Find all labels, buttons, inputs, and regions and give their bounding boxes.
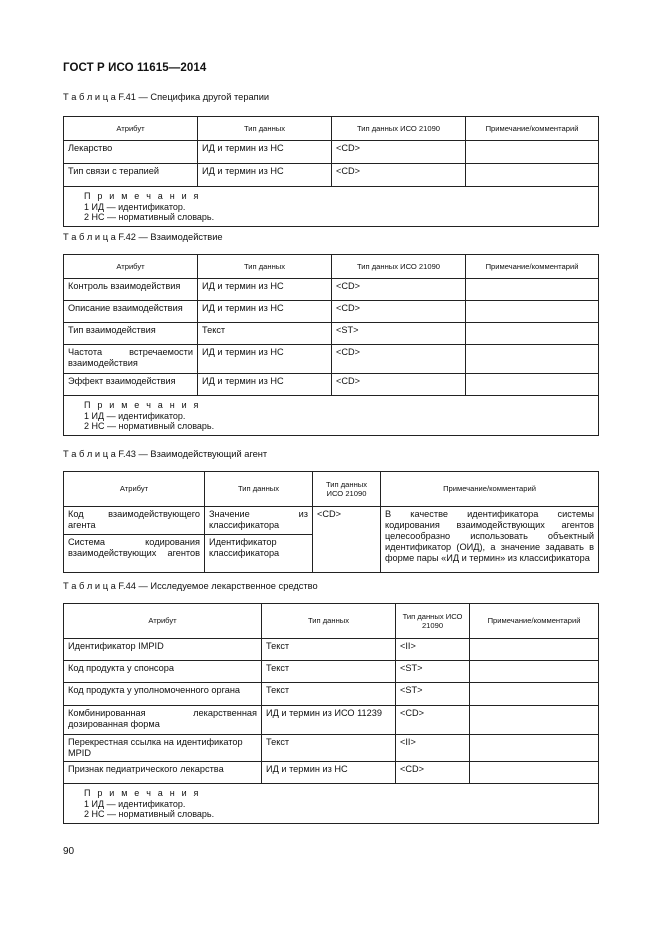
note-item: 2 НС — нормативный словарь. [84,809,215,819]
table-row [64,706,599,735]
note-item: 2 НС — нормативный словарь. [84,421,215,431]
table-cell: ИД и термин из НС [198,374,332,396]
table-cell: Идентификатор классификатора [205,535,313,573]
table-cell: <CD> [332,279,466,301]
table-notes [64,187,599,227]
column-header: Тип данных ИСО 21090 [332,117,466,141]
table-cell [470,735,599,762]
document-header: ГОСТ Р ИСО 11615—2014 [63,62,207,74]
table-cell [64,706,262,735]
table-cell [64,345,198,374]
table-notes-row [64,784,599,824]
column-header: Тип данных [198,117,332,141]
column-header: Примечание/комментарий [466,117,599,141]
table-cell: <ST> [332,323,466,345]
table-f44 [63,603,599,824]
table-cell: ИД и термин из НС [198,164,332,187]
table-cell: <ST> [396,683,470,706]
column-header: Примечание/комментарий [381,472,599,507]
column-header: Примечание/комментарий [470,604,599,639]
caption-prefix: Т а б л и ц а [63,449,116,459]
table-row [64,661,599,683]
table-row [64,323,599,345]
table-cell [470,706,599,735]
table-caption-f43 [63,449,267,459]
table-caption-f44 [63,581,318,591]
notes-title: П р и м е ч а н и я [84,400,201,410]
table-cell: Лекарство [64,141,198,164]
table-cell: <II> [396,639,470,661]
column-header: Тип данных [198,255,332,279]
table-cell: Эффект взаимодействия [64,374,198,396]
table-row [64,735,599,762]
table-row [64,507,599,535]
table-cell: Идентификатор IMPID [64,639,262,661]
table-cell: <CD> [332,164,466,187]
table-cell: Описание взаимодействия [64,301,198,323]
table-cell: Текст [262,661,396,683]
table-cell: Текст [262,639,396,661]
caption-text: F.43 — Взаимодействующий агент [115,449,268,459]
table-cell: Код продукта у спонсора [64,661,262,683]
table-cell: <CD> [332,141,466,164]
table-notes [64,396,599,436]
table-cell: ИД и термин из НС [198,279,332,301]
table-notes-row [64,187,599,227]
table-cell: Текст [262,683,396,706]
note-item: 1 ИД — идентификатор. [84,201,186,212]
table-cell: Перекрестная ссылка на идентификатор MPID [64,735,262,762]
table-cell: <CD> [332,345,466,374]
table-cell [470,661,599,683]
column-header: Тип данных ИСО 21090 [313,472,381,507]
column-header: Атрибут [64,117,198,141]
column-header: Тип данных ИСО 21090 [332,255,466,279]
table-row [64,164,599,187]
cell-text: Частота встречаемости взаимодействия [68,347,193,368]
table-row [64,762,599,784]
table-row [64,279,599,301]
table-row [64,683,599,706]
table-cell [466,323,599,345]
table-f41 [63,116,599,227]
column-header: Атрибут [64,604,262,639]
note-item: 1 ИД — идентификатор. [84,798,186,809]
table-row [64,639,599,661]
note-item: 1 ИД — идентификатор. [84,410,186,421]
table-cell: <ST> [396,661,470,683]
column-header: Атрибут [64,472,205,507]
table-cell [381,507,599,573]
column-header: Тип данных ИСО 21090 [396,604,470,639]
column-header: Тип данных [205,472,313,507]
notes-title: П р и м е ч а н и я [84,191,201,201]
notes-title: П р и м е ч а н и я [84,788,201,798]
table-cell [64,535,205,573]
table-header-row [64,604,599,639]
table-cell [470,683,599,706]
table-notes-row [64,396,599,436]
table-cell: Текст [262,735,396,762]
table-cell: Признак педиатрического лекарства [64,762,262,784]
table-cell [466,374,599,396]
table-cell [205,507,313,535]
cell-text: Система кодирования взаимодействующих агентов [68,537,200,558]
cell-text: Комбинированная лекарственная дозированная форма [68,708,257,729]
note-item: 2 НС — нормативный словарь. [84,212,215,222]
table-cell: Код продукта у уполномоченного органа [64,683,262,706]
table-cell: <II> [396,735,470,762]
table-row [64,345,599,374]
table-cell [466,279,599,301]
table-notes [64,784,599,824]
table-cell [466,345,599,374]
table-cell: <CD> [396,762,470,784]
table-cell [466,141,599,164]
table-cell: Тип связи с терапией [64,164,198,187]
table-cell: ИД и термин из ИСО 11239 [262,706,396,735]
table-cell [466,301,599,323]
table-cell: Текст [198,323,332,345]
page-number: 90 [63,846,75,857]
table-cell [64,507,205,535]
table-cell: Контроль взаимодействия [64,279,198,301]
comment-text: В качестве идентификатора системы кодирования взаимодействующих агентов целесообразно использовать объектный идентификатор (ОИД), а значение задавать в форме пары «ИД и термин» из классификатора [385,509,594,563]
table-cell: ИД и термин из НС [262,762,396,784]
caption-prefix: Т а б л и ц а [63,92,116,102]
table-cell: <CD> [313,507,381,573]
table-caption-f41 [63,92,269,102]
cell-text: Значение из классификатора [209,509,308,530]
column-header: Атрибут [64,255,198,279]
caption-text: F.41 — Специфика другой терапии [115,92,270,102]
table-row [64,301,599,323]
caption-text: F.42 — Взаимодействие [115,232,223,242]
column-header: Тип данных [262,604,396,639]
table-cell [470,762,599,784]
column-header: Примечание/комментарий [466,255,599,279]
caption-text: F.44 — Исследуемое лекарственное средство [115,581,318,591]
table-f43 [63,471,599,573]
table-cell: <CD> [396,706,470,735]
table-cell: Тип взаимодействия [64,323,198,345]
table-header-row [64,255,599,279]
table-cell [470,639,599,661]
cell-text: Код взаимодействующего агента [68,509,200,530]
table-f42 [63,254,599,436]
table-row [64,374,599,396]
table-cell [466,164,599,187]
table-cell: <CD> [332,374,466,396]
table-header-row [64,117,599,141]
table-cell: ИД и термин из НС [198,301,332,323]
table-cell: <CD> [332,301,466,323]
table-cell: ИД и термин из НС [198,141,332,164]
caption-prefix: Т а б л и ц а [63,232,116,242]
table-cell: ИД и термин из НС [198,345,332,374]
table-header-row [64,472,599,507]
table-caption-f42 [63,232,223,242]
caption-prefix: Т а б л и ц а [63,581,116,591]
table-row [64,141,599,164]
